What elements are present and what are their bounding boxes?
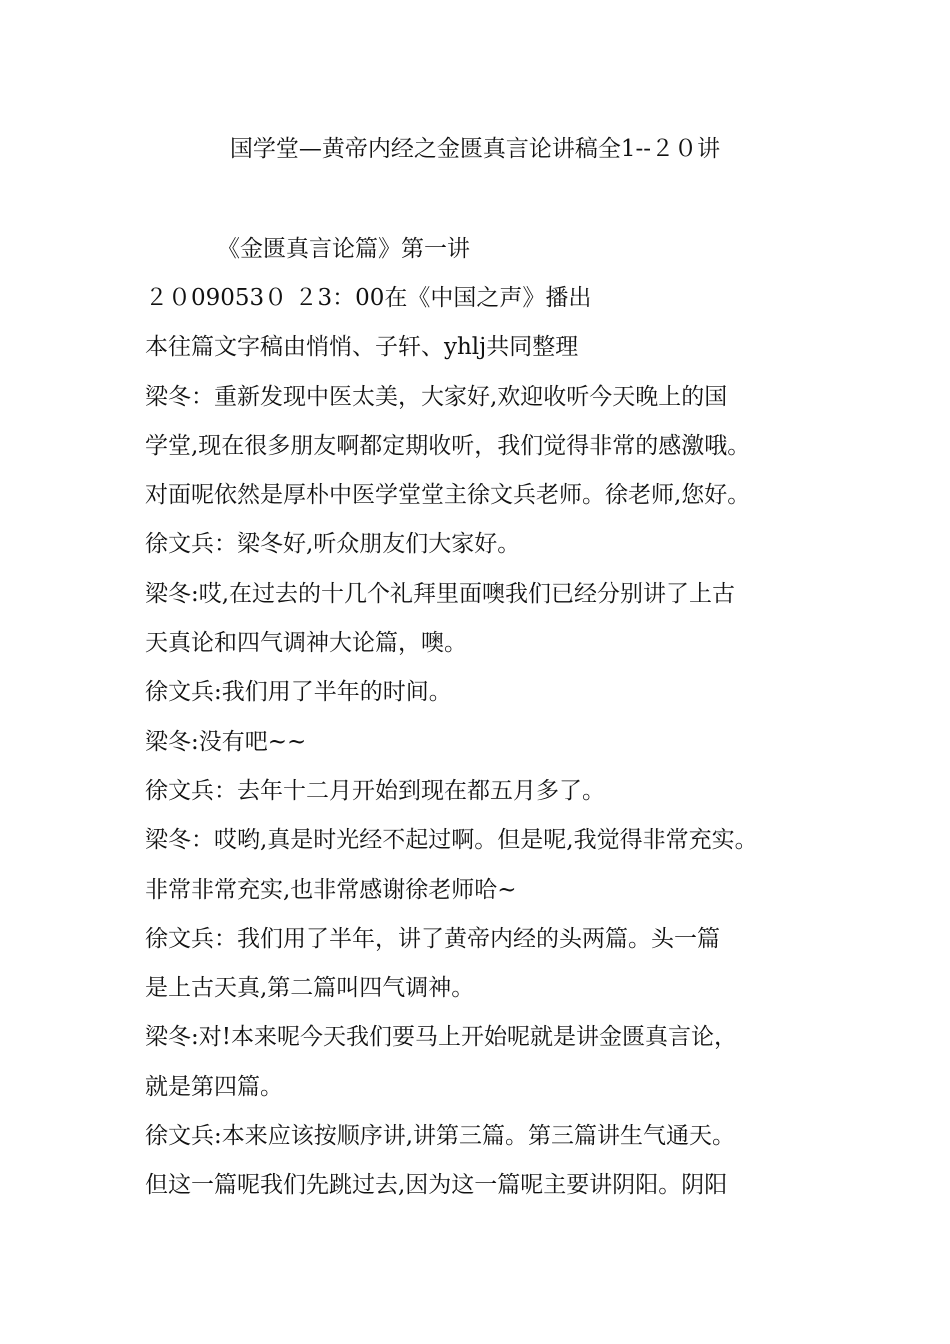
- text-line: ２０09053０ ２3：00在《中国之声》播出: [145, 285, 592, 311]
- text-line: 梁冬:对!本来呢今天我们要马上开始呢就是讲金匮真言论，: [145, 1024, 737, 1051]
- text-line: 梁冬:哎,在过去的十几个礼拜里面噢我们已经分别讲了上古: [145, 580, 736, 607]
- lecture-subtitle: 《金匮真言论篇》第一讲: [217, 236, 470, 262]
- text-line: 本往篇文字稿由悄悄、子轩、yhlj共同整理: [145, 334, 579, 361]
- text-line: 徐文兵：梁冬好,听众朋友们大家好。: [145, 531, 521, 558]
- text-line: 非常非常充实,也非常感谢徐老师哈~: [145, 876, 517, 903]
- text-line: 梁冬：重新发现中医太美，大家好,欢迎收听今天晚上的国: [145, 383, 728, 410]
- text-line: 梁冬:没有吧~~: [145, 728, 307, 755]
- document-title: 国学堂—黄帝内经之金匮真言论讲稿全1--２０讲: [229, 136, 721, 162]
- text-line: 梁冬：哎哟,真是时光经不起过啊。但是呢,我觉得非常充实。: [145, 827, 758, 854]
- text-line: 是上古天真,第二篇叫四气调神。: [145, 975, 475, 1002]
- transcript-body: [145, 279, 825, 1216]
- text-line: 徐文兵：我们用了半年，讲了黄帝内经的头两篇。头一篇: [145, 925, 720, 952]
- text-line: 徐文兵:我们用了半年的时间。: [145, 679, 452, 706]
- text-line: 但这一篇呢我们先跳过去,因为这一篇呢主要讲阴阳。阴阳: [145, 1172, 728, 1199]
- text-line: 徐文兵:本来应该按顺序讲,讲第三篇。第三篇讲生气通天。: [145, 1123, 736, 1150]
- text-line: 徐文兵：去年十二月开始到现在都五月多了。: [145, 777, 605, 804]
- text-line: 天真论和四气调神大论篇，噢。: [145, 630, 467, 657]
- text-line: 学堂,现在很多朋友啊都定期收听，我们觉得非常的感激哦。: [145, 432, 751, 459]
- text-line: 就是第四篇。: [145, 1073, 283, 1100]
- text-line: 对面呢依然是厚朴中医学堂堂主徐文兵老师。徐老师,您好。: [145, 482, 751, 509]
